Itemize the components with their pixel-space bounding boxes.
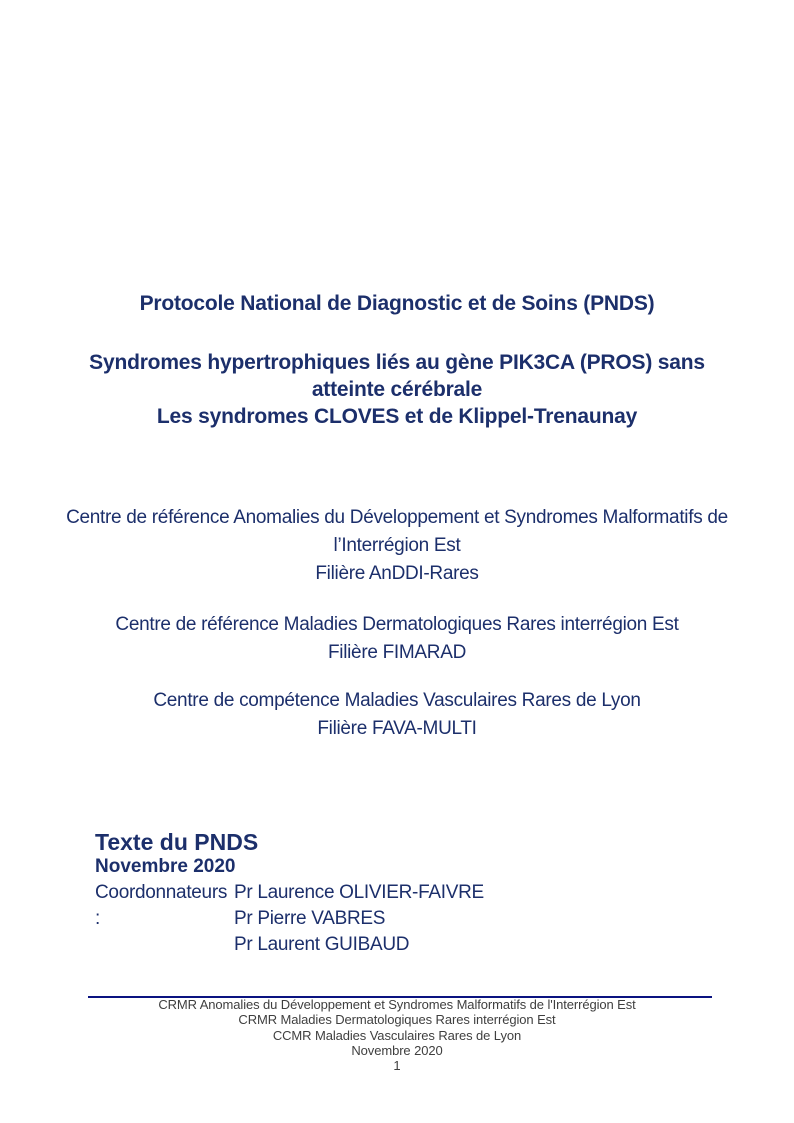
page-number: 1 (393, 1058, 401, 1074)
coordinators-label: Coordonnateurs : (95, 882, 228, 929)
center-line: Filière FIMARAD (327, 642, 466, 663)
subtitle-line: Les syndromes CLOVES et de Klippel-Trenaunay (156, 405, 638, 428)
subtitle-line: Syndromes hypertrophiques liés au gène PIK3CA (PROS) sans (89, 351, 705, 374)
footer-line: CRMR Maladies Dermatologiques Rares interrégion Est (238, 1012, 556, 1028)
coordinators-block (95, 880, 484, 958)
center-line: Filière FAVA-MULTI (317, 718, 477, 739)
coordinators-names (234, 880, 484, 958)
reference-center-fava-multi (0, 687, 794, 743)
center-line: l’Interrégion Est (333, 535, 461, 556)
coordinator-name: Pr Pierre VABRES (234, 908, 386, 929)
footer-line: CRMR Anomalies du Développement et Syndromes Malformatifs de l'Interrégion Est (158, 997, 636, 1012)
document-subtitle (0, 349, 794, 430)
texte-du-pnds-heading: Texte du PNDS (95, 829, 259, 855)
coordinator-name: Pr Laurent GUIBAUD (234, 934, 410, 955)
center-line: Centre de référence Maladies Dermatologiques Rares interrégion Est (115, 614, 679, 635)
center-line: Centre de référence Anomalies du Développement et Syndromes Malformatifs de (66, 507, 728, 528)
coordinator-name: Pr Laurence OLIVIER-FAIVRE (234, 882, 484, 903)
page-footer (0, 997, 794, 1073)
document-title: Protocole National de Diagnostic et de Soins (PNDS) (139, 292, 655, 315)
footer-line: Novembre 2020 (351, 1042, 443, 1058)
reference-center-anddi (0, 504, 794, 588)
footer-line: CCMR Maladies Vasculaires Rares de Lyon (272, 1027, 522, 1043)
center-line: Filière AnDDI-Rares (315, 563, 479, 584)
date-line: Novembre 2020 (95, 856, 236, 877)
reference-center-fimarad (0, 611, 794, 667)
subtitle-line: atteinte cérébrale (311, 378, 483, 401)
center-line: Centre de compétence Maladies Vasculaires Rares de Lyon (153, 690, 641, 711)
